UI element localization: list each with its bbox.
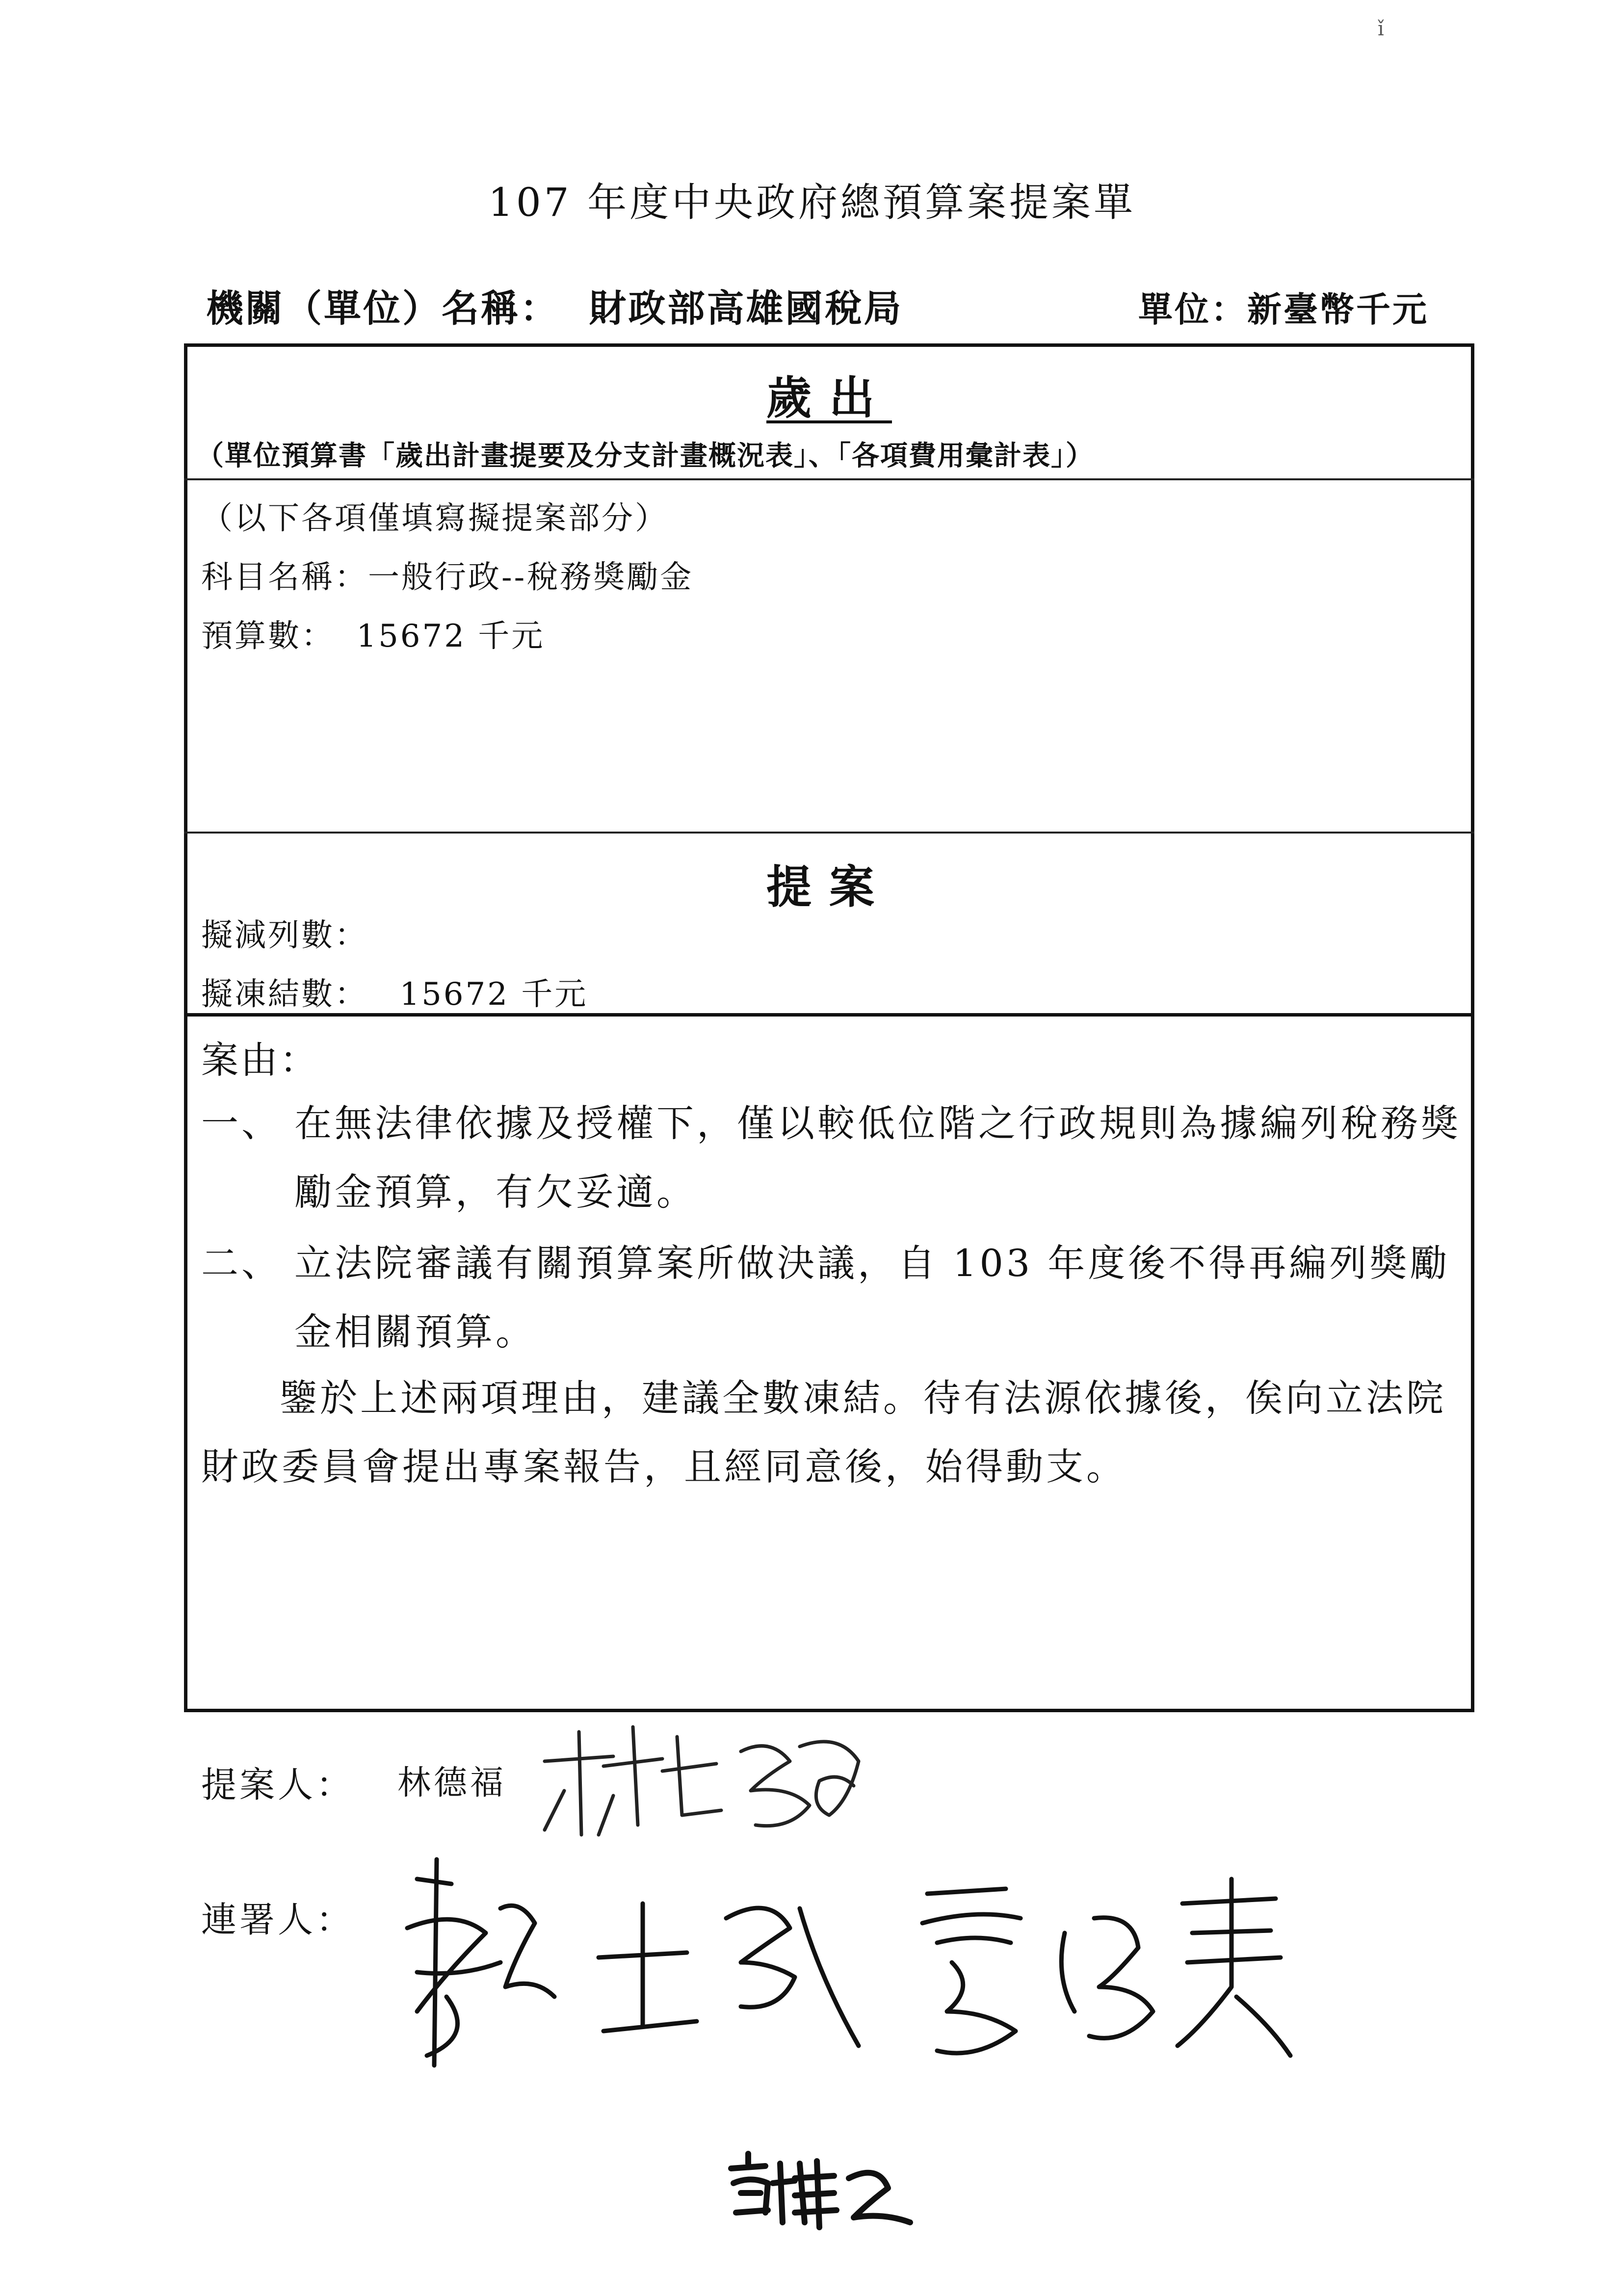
proposer-name: 林德福 xyxy=(397,1764,507,1802)
cosigner-label: 連署人： xyxy=(201,1899,355,1940)
expenditure-note: （單位預算書「歲出計畫提要及分支計畫概況表」、「各項費用彙計表」） xyxy=(196,440,1094,472)
reason-item-number: 二、 xyxy=(201,1241,282,1285)
freeze-row xyxy=(201,969,588,1014)
proposal-heading: 提案 xyxy=(766,861,892,913)
item-name-value: 一般行政--稅務獎勵金 xyxy=(368,559,694,596)
reason-item-number: 一、 xyxy=(201,1101,282,1145)
reason-item-1 xyxy=(201,1089,1462,1226)
agency-name: 財政部高雄國稅局 xyxy=(589,287,903,330)
expenditure-heading: 歲出 xyxy=(766,372,892,424)
divider-note xyxy=(184,478,1474,480)
budget-amount: 15672 xyxy=(356,618,466,654)
reduce-label: 擬減列數： xyxy=(201,917,368,954)
item-name-label: 科目名稱： xyxy=(201,559,368,596)
agency-label: 機關（單位）名稱： xyxy=(206,287,559,330)
budget-unit: 千元 xyxy=(478,618,545,654)
divider-proposal xyxy=(184,832,1474,834)
document-title: 107 年度中央政府總預算案提案單 xyxy=(488,180,1136,225)
freeze-amount: 15672 xyxy=(399,976,509,1013)
reason-item-text: 立法院審議有關預算案所做決議，自 103 年度後不得再編列獎勵金相關預算。 xyxy=(294,1241,1450,1354)
budget-row xyxy=(201,611,545,656)
item-name-row xyxy=(201,552,693,597)
reason-heading: 案由： xyxy=(201,1038,319,1082)
corner-mark: ǐ xyxy=(1378,18,1384,40)
proposer-label: 提案人： xyxy=(201,1764,355,1805)
budget-label: 預算數： xyxy=(201,618,335,654)
freeze-unit: 千元 xyxy=(521,976,588,1013)
reason-item-text: 在無法律依據及授權下，僅以較低位階之行政規則為據編列稅務獎勵金預算，有欠妥適。 xyxy=(294,1101,1461,1214)
page-mark-stamp xyxy=(721,2149,917,2237)
cosigner-handwritten-signatures xyxy=(388,1850,1467,2085)
reason-conclusion: 鑒於上述兩項理由，建議全數凍結。待有法源依據後，俟向立法院財政委員會提出專案報告，且經同意後，始得動支。 xyxy=(201,1376,1446,1488)
reduce-row xyxy=(201,910,368,955)
proposal-form-frame xyxy=(184,343,1474,1712)
freeze-label: 擬凍結數： xyxy=(201,976,368,1013)
currency-unit: 單位：新臺幣千元 xyxy=(1138,289,1429,330)
agency-row xyxy=(206,279,903,332)
reason-item-2 xyxy=(201,1229,1462,1366)
fill-instruction: （以下各項僅填寫擬提案部分） xyxy=(201,500,668,537)
